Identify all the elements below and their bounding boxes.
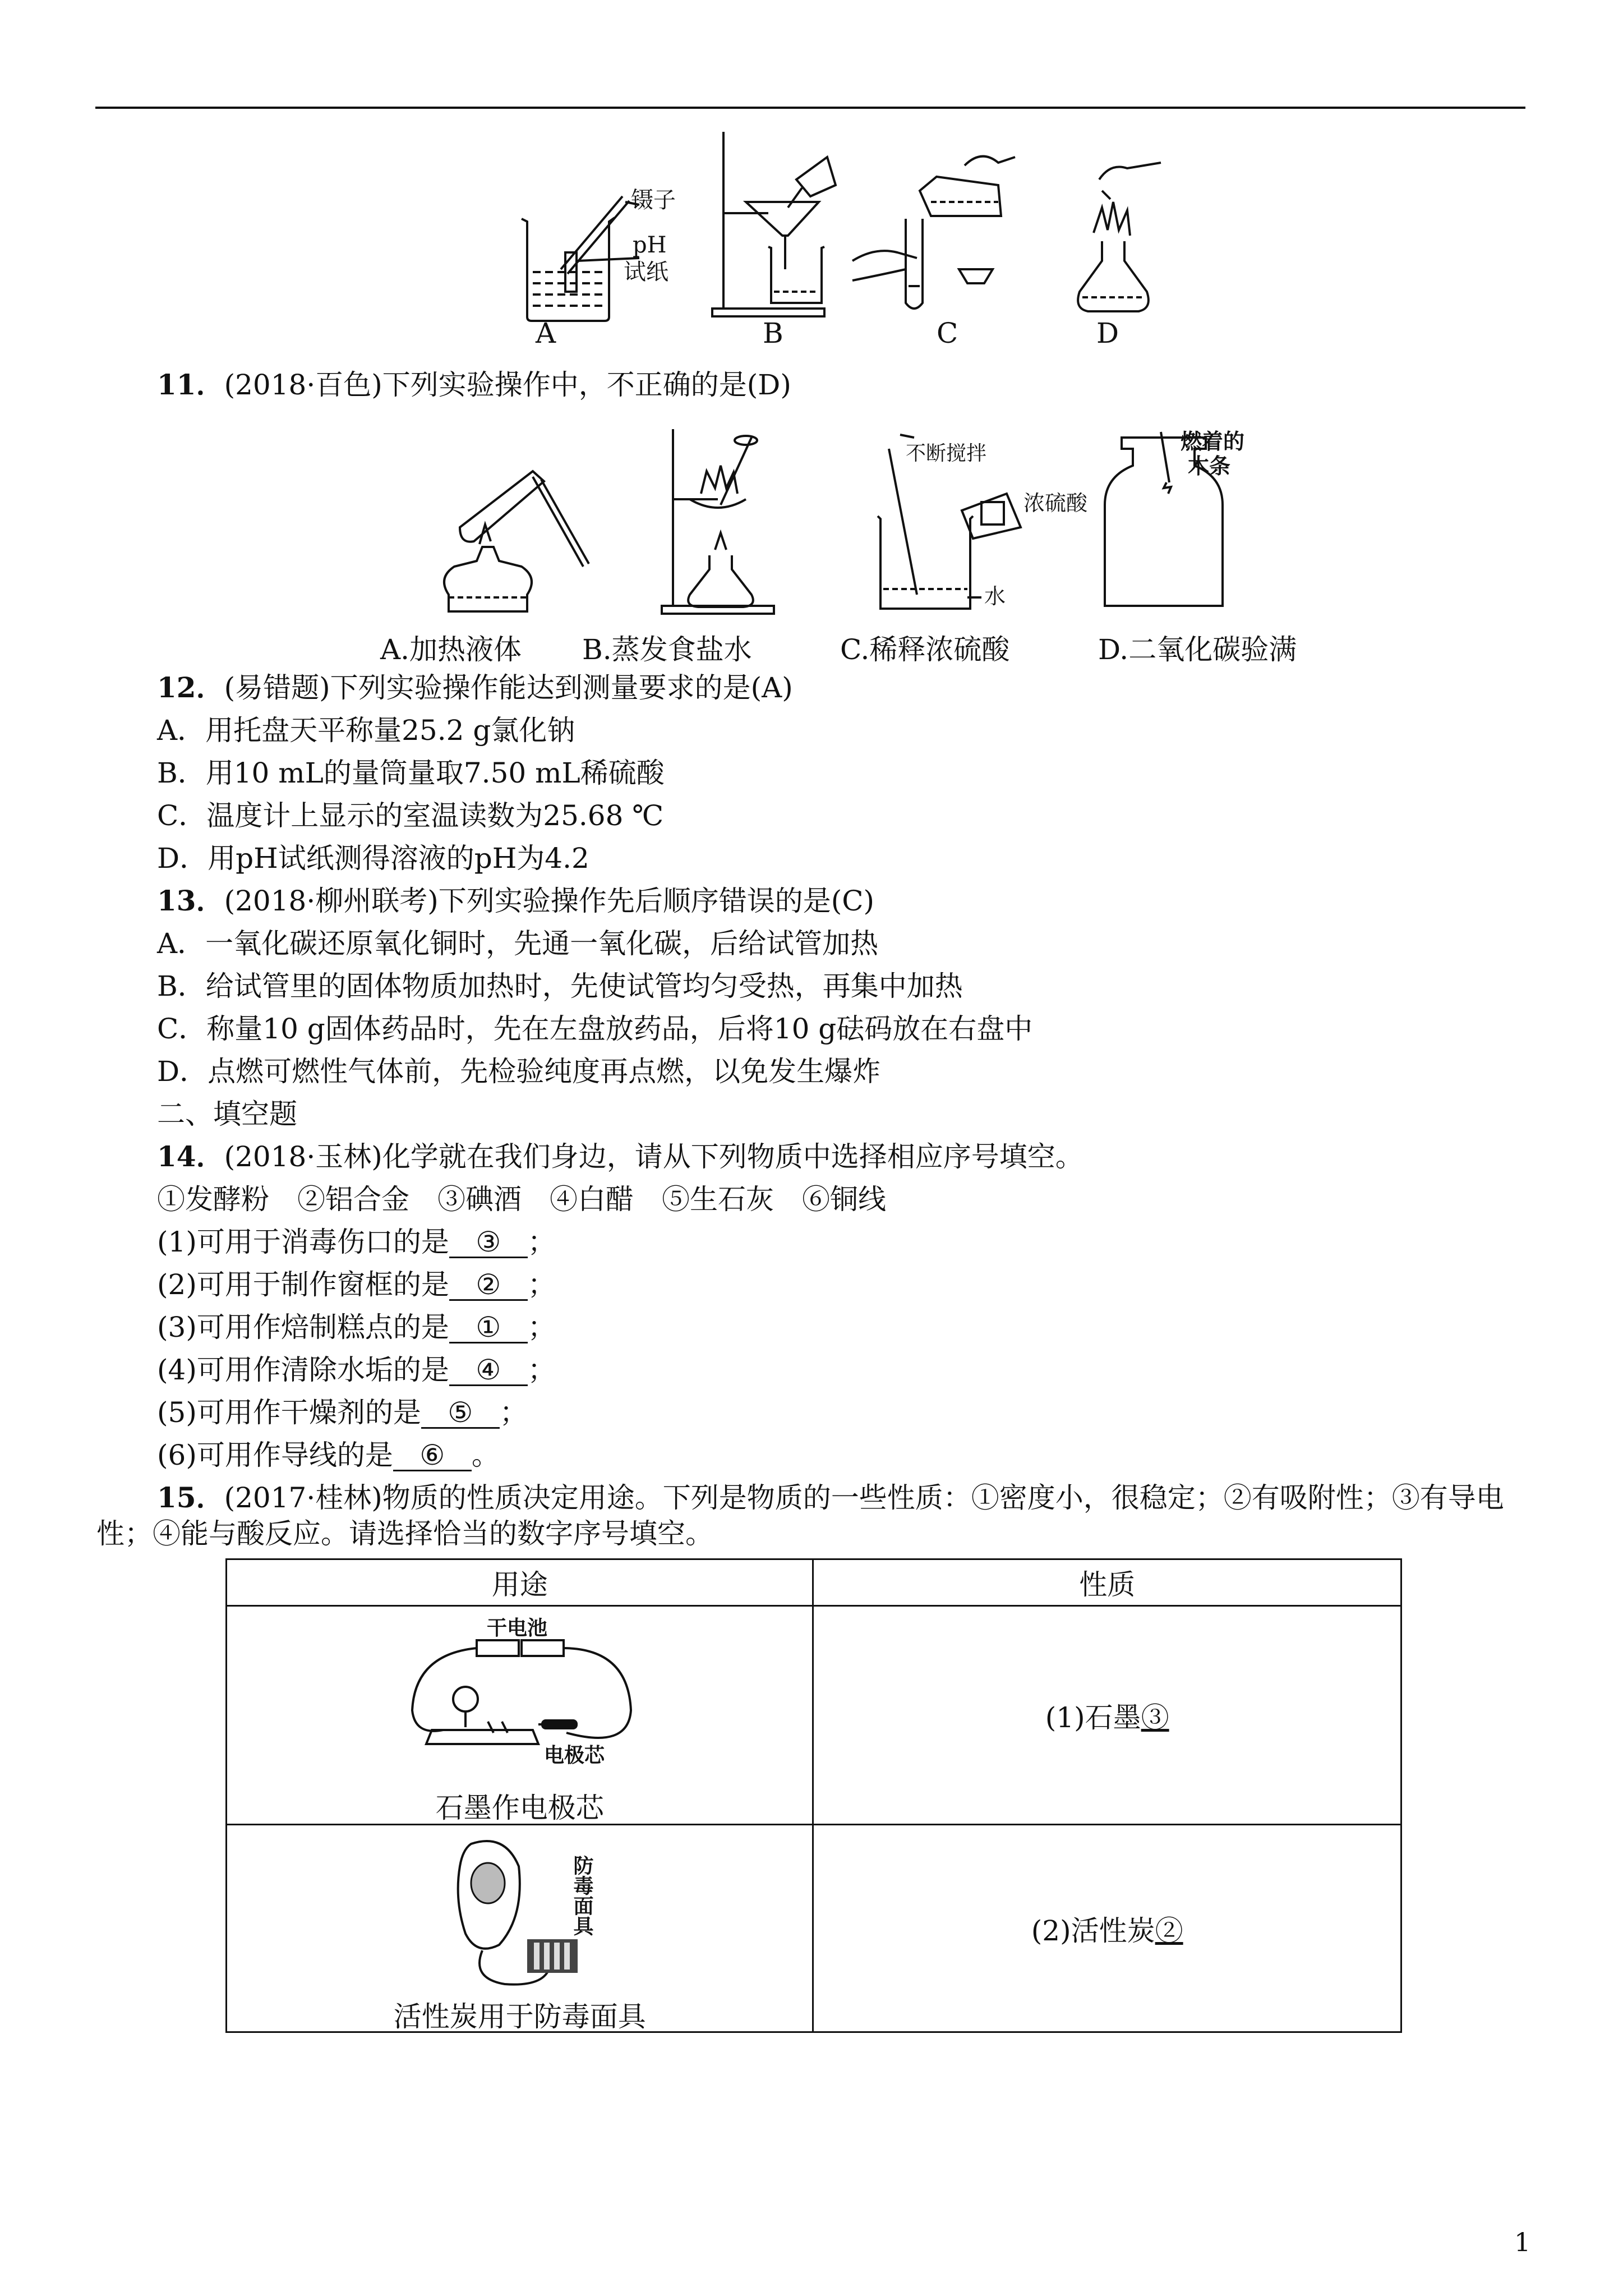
use-cell [227, 1606, 813, 1825]
q14-item-1 [157, 1225, 556, 1259]
answer-blank[interactable]: ④ [449, 1355, 528, 1386]
question-number: 11． [157, 368, 224, 401]
table-row [227, 1825, 1401, 2032]
q12-option-a: A．用托盘天平称量25.2 g氯化钠 [157, 714, 575, 747]
use-caption: 石墨作电极芯 [435, 1792, 604, 1824]
use-cell [227, 1825, 813, 2032]
answer-blank[interactable]: ① [449, 1313, 528, 1343]
q14-item-5 [157, 1396, 528, 1429]
electrode-label: 电极芯 [544, 1743, 605, 1767]
answer-blank[interactable]: ⑤ [421, 1398, 500, 1429]
q13-option-c: C．称量10 g固体药品时，先在左盘放药品，后将10 g砝码放在右盘中 [157, 1013, 1033, 1045]
q11-option-b: B.蒸发食盐水 [582, 633, 752, 666]
battery-circuit-icon [404, 1615, 639, 1778]
property-cell [813, 1825, 1401, 2032]
q11-option-c: C.稀释浓硫酸 [840, 633, 1010, 666]
tweezers-label: 镊子 [631, 187, 676, 213]
item-prefix: (4)可用作清除水垢的是 [157, 1354, 449, 1386]
water-label: 水 [984, 584, 1006, 609]
item-prefix: (5)可用作干燥剂的是 [157, 1396, 421, 1429]
gas-mask-icon [437, 1833, 606, 1995]
burning-stick-label-1: 燃着的 [1181, 429, 1245, 454]
item-prefix: (2)可用于制作窗框的是 [157, 1268, 449, 1301]
question-15-line-2: 性；④能与酸反应。请选择恰当的数字序号填空。 [96, 1517, 713, 1550]
question-14 [157, 1140, 1083, 1174]
answer-blank[interactable]: ② [449, 1270, 528, 1301]
q12-option-c: C．温度计上显示的室温读数为25.68 ℃ [157, 799, 664, 832]
q13-option-a: A．一氧化碳还原氧化铜时，先通一氧化碳，后给试管加热 [157, 927, 879, 960]
item-prefix: (1)可用于消毒伤口的是 [157, 1226, 449, 1258]
q14-materials: ①发酵粉 ②铝合金 ③碘酒 ④白醋 ⑤生石灰 ⑥铜线 [157, 1183, 886, 1216]
column-header-property: 性质 [813, 1559, 1401, 1606]
figure-q10 [505, 123, 1178, 359]
ph-label: pH [633, 232, 667, 258]
q11-option-a: A.加热液体 [380, 633, 522, 666]
lab-apparatus-figure [505, 123, 1178, 359]
property-prefix: (1)石墨 [1045, 1701, 1141, 1734]
property-cell [813, 1606, 1401, 1825]
question-number: 13． [157, 884, 224, 917]
question-number: 15． [157, 1481, 224, 1514]
q13-option-b: B．给试管里的固体物质加热时，先使试管均匀受热，再集中加热 [157, 970, 963, 1002]
option-label-b: B [763, 317, 783, 349]
answer-blank[interactable]: ③ [449, 1227, 528, 1258]
item-prefix: (6)可用作导线的是 [157, 1439, 393, 1471]
question-text-line-1: (2017·桂林)物质的性质决定用途。下列是物质的一些性质：①密度小，很稳定；②有吸附性；③有导电 [224, 1481, 1504, 1514]
item-prefix: (3)可用作焙制糕点的是 [157, 1311, 449, 1343]
item-suffix: ； [527, 1311, 556, 1343]
item-suffix: 。 [471, 1439, 500, 1471]
q13-option-d: D．点燃可燃性气体前，先检验纯度再点燃，以免发生爆炸 [157, 1055, 881, 1088]
q14-item-4 [157, 1353, 556, 1387]
table-header-row [227, 1559, 1401, 1606]
question-11 [157, 368, 791, 402]
q11-option-d: D.二氧化碳验满 [1098, 633, 1297, 666]
column-header-use: 用途 [227, 1559, 813, 1606]
item-suffix: ； [527, 1226, 556, 1258]
burning-stick-label-2: 木条 [1188, 453, 1231, 478]
gas-mask-figure [228, 1826, 811, 2031]
concentrated-acid-label: 浓硫酸 [1023, 491, 1088, 516]
item-suffix: ； [499, 1396, 528, 1429]
section-heading-fill-in: 二、填空题 [157, 1098, 297, 1130]
option-label-a: A [536, 317, 556, 349]
battery-circuit-figure [228, 1607, 811, 1823]
question-13 [157, 884, 874, 918]
gas-mask-label: 防毒面具 [570, 1855, 594, 1936]
question-text: (易错题)下列实验操作能达到测量要求的是(A) [224, 671, 793, 704]
question-text: (2018·柳州联考)下列实验操作先后顺序错误的是(C) [224, 885, 875, 917]
item-suffix: ； [527, 1268, 556, 1301]
use-caption: 活性炭用于防毒面具 [393, 2000, 646, 2033]
question-12 [157, 671, 793, 705]
q12-option-b: B．用10 mL的量筒量取7.50 mL稀硫酸 [157, 757, 665, 789]
q14-item-2 [157, 1268, 556, 1301]
question-text: (2018·玉林)化学就在我们身边，请从下列物质中选择相应序号填空。 [224, 1140, 1083, 1173]
q14-item-3 [157, 1310, 556, 1344]
question-number: 12． [157, 671, 224, 704]
answer-blank[interactable]: ⑥ [393, 1441, 472, 1471]
property-answer[interactable]: ② [1155, 1914, 1183, 1947]
q14-item-6 [157, 1438, 500, 1472]
battery-label: 干电池 [487, 1616, 548, 1640]
property-prefix: (2)活性炭 [1031, 1914, 1155, 1947]
q12-option-d: D．用pH试纸测得溶液的pH为4.2 [157, 842, 589, 875]
property-answer[interactable]: ③ [1141, 1701, 1169, 1734]
test-paper-label: 试纸 [624, 259, 668, 285]
page-number: 1 [1514, 2227, 1531, 2257]
option-label-c: C [937, 317, 958, 349]
properties-table [225, 1558, 1402, 2033]
question-number: 14． [157, 1140, 224, 1173]
question-text: (2018·百色)下列实验操作中，不正确的是(D) [224, 369, 791, 401]
question-15 [157, 1481, 1504, 1515]
figure-q11 [426, 426, 1324, 617]
table-row [227, 1606, 1401, 1825]
option-label-d: D [1096, 317, 1119, 349]
item-suffix: ； [527, 1354, 556, 1386]
header-rule [95, 107, 1525, 109]
stir-label: 不断搅拌 [906, 442, 987, 465]
q11-apparatus-figure [426, 426, 1324, 617]
